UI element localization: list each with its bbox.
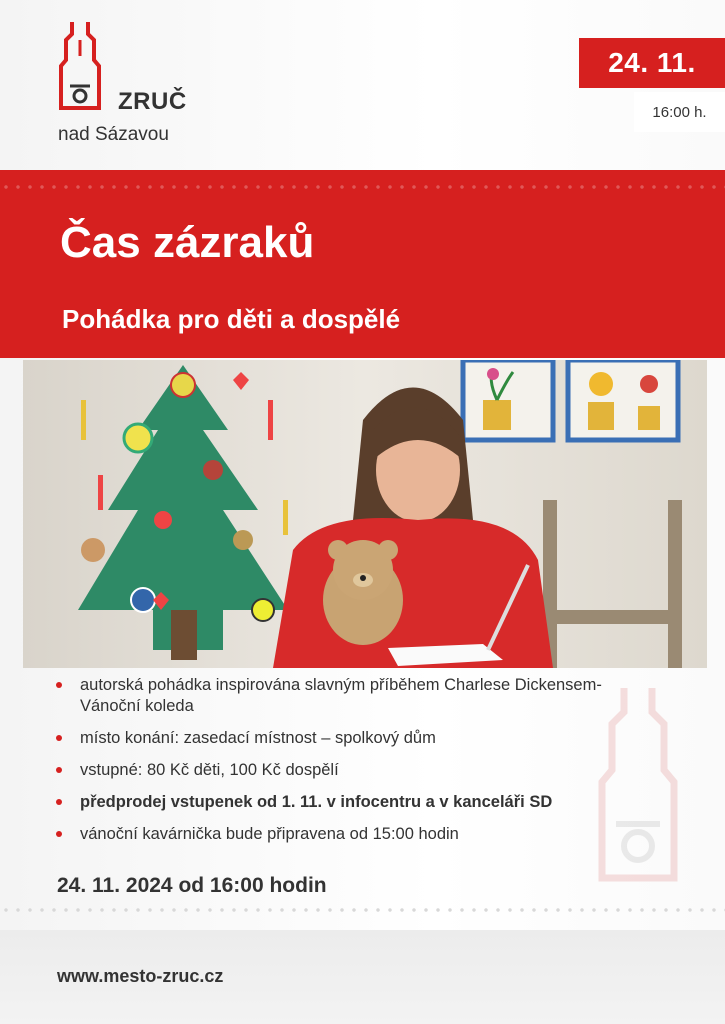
header	[0, 0, 725, 170]
logo-subname: nad Sázavou	[58, 124, 169, 145]
bullet-icon	[56, 799, 62, 805]
list-item: vstupné: 80 Kč děti, 100 Kč dospělí	[56, 760, 616, 781]
title-banner	[0, 170, 725, 358]
time-label: 16:00 h.	[634, 92, 725, 132]
logo-name: ZRUČ	[118, 88, 187, 115]
date-badge: 24. 11.	[579, 38, 725, 88]
footer	[0, 930, 725, 1024]
page-subtitle: Pohádka pro děti a dospělé	[62, 304, 401, 334]
website-link[interactable]: www.mesto-zruc.cz	[57, 966, 224, 986]
event-details-list	[56, 675, 616, 856]
storyteller-photo	[23, 360, 707, 668]
event-date: 24. 11. 2024 od 16:00 hodin	[57, 874, 327, 897]
bullet-icon	[56, 682, 62, 688]
bullet-icon	[56, 831, 62, 837]
bullet-icon	[56, 767, 62, 773]
decorative-dots	[0, 182, 725, 192]
list-item: místo konání: zasedací místnost – spolkový dům	[56, 728, 616, 749]
list-item: autorská pohádka inspirována slavným příběhem Charlese Dickensem- Vánoční koleda	[56, 675, 616, 717]
list-item: předprodej vstupenek od 1. 11. v infocentru a v kanceláři SD	[56, 792, 616, 813]
list-item: vánoční kavárnička bude připravena od 15:00 hodin	[56, 824, 616, 845]
decorative-dots	[0, 905, 725, 915]
page-title: Čas zázraků	[60, 218, 315, 267]
bullet-icon	[56, 735, 62, 741]
church-tower-icon	[58, 20, 102, 112]
